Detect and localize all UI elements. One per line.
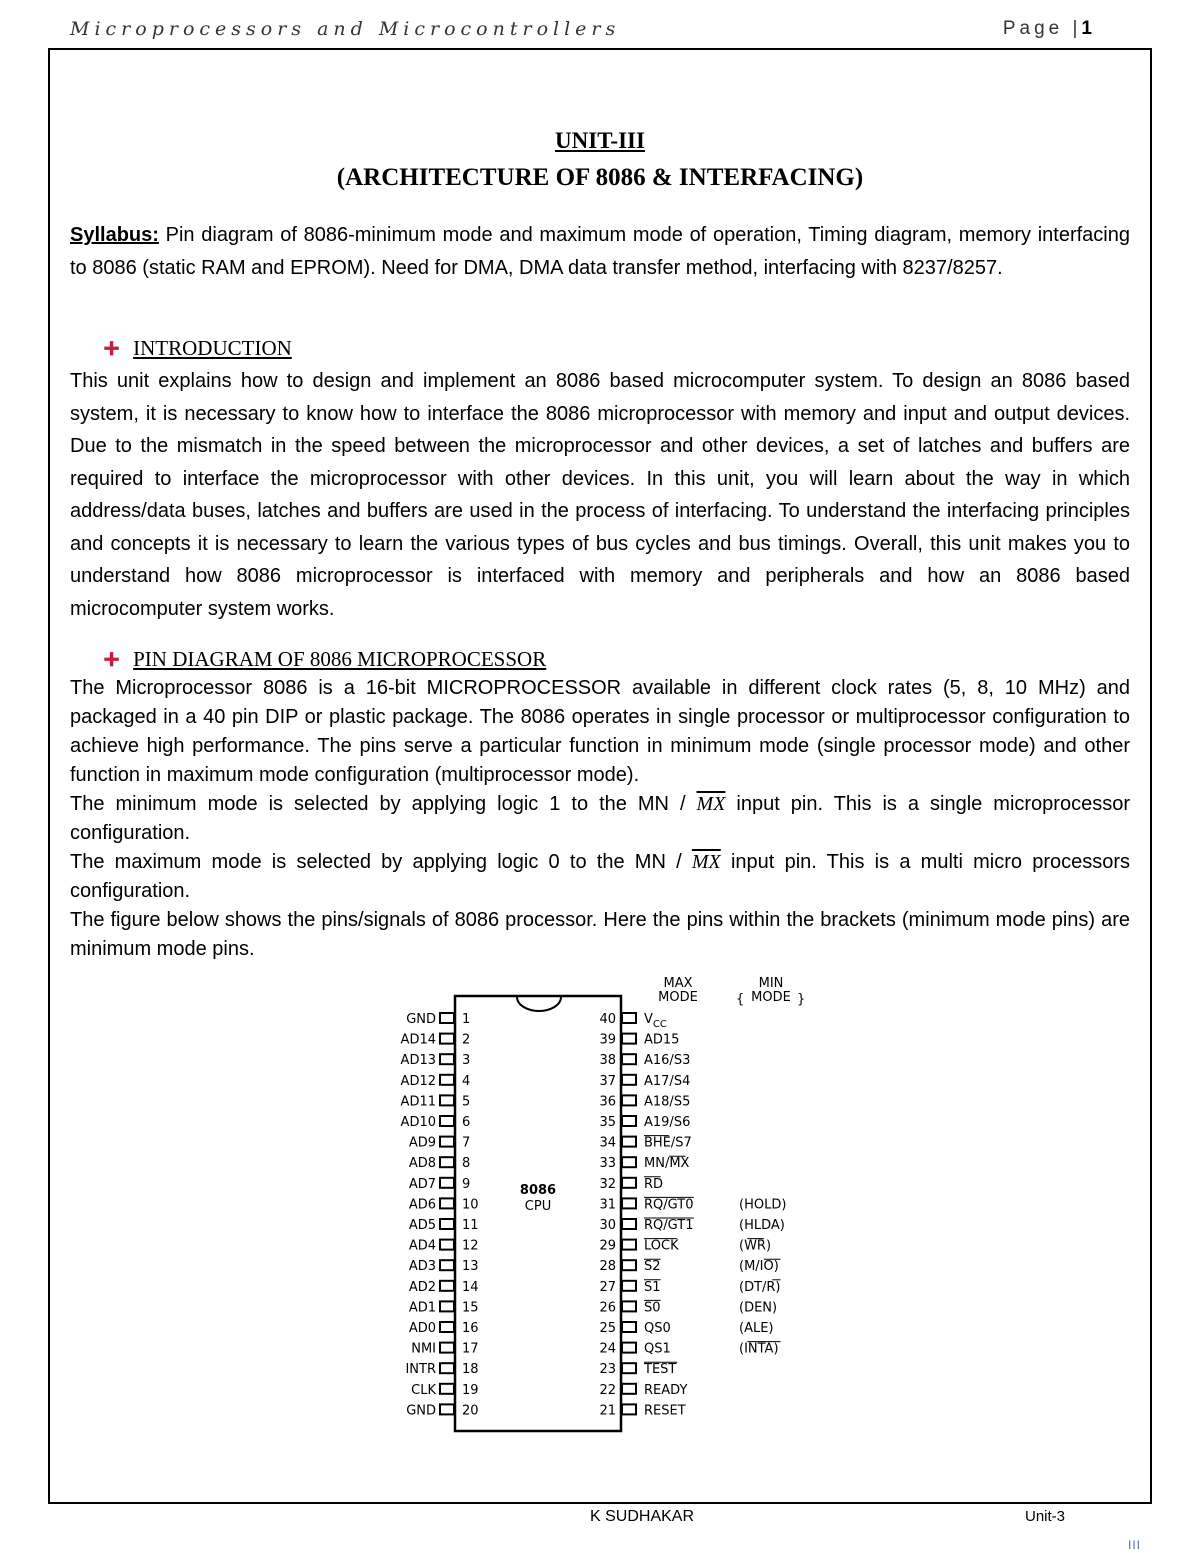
pin-stub	[622, 1219, 636, 1229]
pin-number-right: 35	[599, 1115, 616, 1130]
pin-stub	[440, 1054, 454, 1064]
pin-stub	[440, 1260, 454, 1270]
pin-stub	[622, 1343, 636, 1353]
pin-number-right: 25	[599, 1321, 616, 1336]
pin-stub	[440, 1404, 454, 1414]
pin-stub	[440, 1301, 454, 1311]
pin-stub	[622, 1137, 636, 1147]
pin-name-right: RESET	[644, 1403, 686, 1419]
pin-stub	[622, 1240, 636, 1250]
pin-number-left: 20	[462, 1403, 479, 1419]
pin-name-right: LOCK	[644, 1238, 679, 1254]
pin-number-left: 12	[462, 1238, 479, 1254]
pin-paragraph-1: The Microprocessor 8086 is a 16-bit MICROPROCESSOR available in different clock rates (5, 8, 10 MHz) and packaged in a 40 pin DIP or plastic package. The 8086 operates in single processor or multiprocessor configuration to achieve high performance. The pins serve a particular function in minimum mode (single processor mode) and other function in maximum mode configuration (multiprocessor mode).	[70, 677, 1130, 786]
introduction-paragraph: This unit explains how to design and implement an 8086 based microcomputer system. To design an 8086 based system, it is necessary to know how to interface the 8086 microprocessor with memory and input and output devices. Due to the mismatch in the speed between the microprocessor and other devices, a set of latches and buffers are required to interface the microprocessor with other devices. In this unit, you will learn about the way in which address/data buses, latches and buffers are used in the process of interfacing. To understand the interfacing principles and concepts it is necessary to learn the various types of bus cycles and bus timings. Overall, this unit makes you to understand how 8086 microprocessor is interfaced with memory and peripherals and how an 8086 based microcomputer system works.	[70, 370, 1130, 620]
pin-stub	[440, 1075, 454, 1085]
pin-name-left: AD13	[400, 1053, 436, 1069]
pin-stub	[440, 1116, 454, 1126]
pin-stub	[622, 1013, 636, 1023]
pin-number-right: 23	[599, 1362, 616, 1378]
p3-text-a: The maximum mode is selected by applying logic 0 to the MN /	[70, 851, 692, 873]
pin-number-left: 17	[462, 1341, 479, 1357]
pin-paragraph-3	[70, 848, 1130, 906]
pin-name-left: AD3	[408, 1259, 436, 1275]
pin-name-left: AD10	[400, 1115, 436, 1130]
pin-number-right: 26	[599, 1300, 616, 1316]
pin-name-right: BHE/S7	[644, 1135, 692, 1151]
pin-number-right: 22	[599, 1382, 616, 1398]
pin-stub	[440, 1013, 454, 1023]
pin-name-right: RQ/GT0	[644, 1197, 694, 1213]
pin-stub	[622, 1301, 636, 1311]
pin-number-right: 27	[599, 1279, 616, 1295]
p3-text-b: input pin. This is a multi micro processors configuration.	[70, 851, 1131, 902]
pin-stub	[622, 1281, 636, 1291]
pin-name-right: S0	[644, 1300, 661, 1316]
pin-name-right: $V_{CC}$	[644, 1012, 667, 1030]
min-mode-label-1: MIN	[758, 976, 784, 991]
pin-stub	[440, 1363, 454, 1373]
syllabus-paragraph	[70, 219, 1130, 285]
pin-name-right: S2	[644, 1259, 661, 1275]
pin-paragraph-2	[70, 790, 1130, 848]
pin-number-right: 24	[599, 1341, 616, 1357]
pin-stub	[622, 1178, 636, 1188]
footer-author: K SUDHAKAR	[590, 1508, 695, 1525]
pin-number-left: 1	[462, 1012, 471, 1027]
pin-number-right: 33	[599, 1156, 616, 1172]
pin-name-left: AD1	[408, 1300, 436, 1316]
pin-name-left: AD11	[400, 1094, 436, 1110]
pin-name-right: READY	[644, 1382, 688, 1398]
min-mode-label-2: MODE	[751, 990, 791, 1005]
pin-diagram-8086	[380, 970, 820, 1440]
pin-number-right: 28	[599, 1259, 616, 1275]
pin-stub	[622, 1260, 636, 1270]
p2-text-a: The minimum mode is selected by applying logic 1 to the MN /	[70, 793, 697, 815]
pin-stub	[440, 1219, 454, 1229]
pin-stub	[440, 1137, 454, 1147]
pin-min-mode-name: (INTA)	[739, 1341, 779, 1357]
pin-stub	[622, 1198, 636, 1208]
mx-overline: $\overline{MX}$	[696, 793, 726, 815]
pin-number-right: 39	[599, 1032, 616, 1048]
min-mode-brace-left: {	[736, 992, 745, 1007]
corner-mark: III	[1128, 1538, 1142, 1552]
pin-number-right: 31	[599, 1197, 616, 1213]
pin-stub	[622, 1404, 636, 1414]
pin-name-left: AD6	[408, 1197, 436, 1213]
pin-diagram-heading	[104, 647, 546, 672]
pin-name-left: GND	[406, 1403, 436, 1419]
pin-name-right: A19/S6	[644, 1115, 691, 1130]
pin-number-left: 8	[462, 1156, 471, 1172]
pin-number-left: 2	[462, 1032, 471, 1048]
right-pins	[599, 1012, 786, 1418]
pin-stub	[440, 1384, 454, 1394]
pin-stub	[622, 1095, 636, 1105]
pin-min-mode-name: (DEN)	[739, 1300, 778, 1316]
pin-number-left: 5	[462, 1094, 471, 1110]
pin-diagram-heading-text: PIN DIAGRAM OF 8086 MICROPROCESSOR	[133, 647, 547, 671]
pin-name-left: AD12	[400, 1073, 436, 1089]
pin-name-left: AD5	[408, 1218, 436, 1233]
pin-number-right: 36	[599, 1094, 616, 1110]
pin-number-right: 34	[599, 1135, 616, 1151]
pin-name-left: CLK	[411, 1382, 436, 1398]
pin-stub	[622, 1075, 636, 1085]
max-mode-label-1: MAX	[663, 976, 693, 991]
pin-number-right: 32	[599, 1176, 616, 1192]
pin-stub	[440, 1322, 454, 1332]
pin-number-right: 38	[599, 1053, 616, 1069]
pin-min-mode-name: (DT/R)	[739, 1279, 781, 1295]
pin-name-left: NMI	[411, 1341, 436, 1357]
p2-text-b: input pin. This is a single microprocessor configuration.	[70, 793, 1130, 844]
pin-min-mode-name: (M/IO)	[739, 1259, 779, 1275]
pin-stub	[440, 1281, 454, 1291]
page-number	[1003, 18, 1092, 40]
pin-number-left: 15	[462, 1300, 479, 1316]
pin-stub	[440, 1157, 454, 1167]
pin-name-left: AD14	[400, 1032, 436, 1048]
course-title: Microprocessors and Microcontrollers	[70, 18, 621, 40]
pin-number-left: 19	[462, 1382, 479, 1398]
pin-name-left: AD4	[408, 1238, 436, 1254]
pin-name-left: AD9	[408, 1135, 436, 1151]
pin-name-right: S1	[644, 1279, 661, 1295]
pin-name-left: AD8	[408, 1156, 436, 1172]
pin-number-left: 14	[462, 1279, 479, 1295]
pin-stub	[622, 1116, 636, 1126]
pin-name-left: GND	[406, 1012, 436, 1027]
chip-label-cpu: CPU	[524, 1199, 552, 1214]
pin-number-right: 30	[599, 1218, 616, 1233]
pin-number-right: 37	[599, 1073, 616, 1089]
chip-label-8086: 8086	[519, 1183, 557, 1198]
introduction-heading	[104, 336, 292, 361]
pin-name-right: TEST	[644, 1362, 677, 1378]
pin-stub	[622, 1034, 636, 1044]
syllabus-label: Syllabus:	[70, 224, 159, 246]
pin-name-right: RQ/GT1	[644, 1218, 694, 1233]
pin-stub	[622, 1054, 636, 1064]
pin-min-mode-name: (HOLD)	[739, 1197, 787, 1213]
pin-stub	[622, 1363, 636, 1373]
pin-name-left: INTR	[405, 1362, 436, 1378]
pin-stub	[440, 1240, 454, 1250]
pin-paragraph-4: The figure below shows the pins/signals of 8086 processor. Here the pins within the brackets (minimum mode pins) are minimum mode pins.	[70, 909, 1130, 960]
pin-name-right: A16/S3	[644, 1053, 691, 1069]
pin-stub	[440, 1034, 454, 1044]
pin-name-left: AD2	[408, 1279, 436, 1295]
page-number-value: 1	[1081, 18, 1092, 39]
pin-number-left: 18	[462, 1362, 479, 1378]
pin-number-left: 3	[462, 1053, 471, 1069]
pin-name-right: QS0	[644, 1321, 671, 1336]
pin-name-right: A18/S5	[644, 1094, 691, 1110]
pin-name-left: AD7	[408, 1176, 436, 1192]
pin-stub	[440, 1095, 454, 1105]
pin-diagram-paragraphs	[70, 674, 1130, 964]
unit-title: UNIT-III	[555, 128, 645, 153]
pin-subscript: CC	[652, 1019, 667, 1030]
unit-subtitle: (ARCHITECTURE OF 8086 & INTERFACING)	[336, 164, 864, 191]
pin-min-mode-name: (ALE)	[739, 1321, 774, 1336]
pin-name-right: MN/MX	[644, 1156, 690, 1172]
syllabus-text: Pin diagram of 8086-minimum mode and maximum mode of operation, Timing diagram, memory interfacing to 8086 (static RAM and EPROM). Need for DMA, DMA data transfer method, interfacing with 8237/8257.	[70, 224, 1130, 279]
pin-min-mode-name: (WR)	[739, 1238, 772, 1254]
pin-number-left: 7	[462, 1135, 471, 1151]
page-label: Page |	[1002, 18, 1082, 39]
footer-unit: Unit-3	[1025, 1508, 1066, 1525]
min-mode-brace-right: }	[797, 992, 806, 1007]
max-mode-label-2: MODE	[658, 990, 698, 1005]
pin-min-mode-name: (HLDA)	[739, 1218, 785, 1233]
pin-stub	[622, 1322, 636, 1332]
pin-number-right: 21	[599, 1403, 616, 1419]
bullet-arrow-icon: ➕︎	[104, 338, 120, 360]
mx-overline: $\overline{MX}$	[691, 851, 721, 873]
pin-number-left: 11	[462, 1218, 479, 1233]
pin-name-right: RD	[644, 1176, 664, 1192]
introduction-heading-text: INTRODUCTION	[133, 336, 292, 360]
bullet-arrow-icon: ➕︎	[104, 649, 120, 671]
pin-number-left: 10	[462, 1197, 479, 1213]
pin-stub	[440, 1343, 454, 1353]
pin-name-left: AD0	[408, 1321, 436, 1336]
pin-number-right: 40	[599, 1012, 616, 1027]
pin-name-right: AD15	[644, 1032, 680, 1048]
pin-number-left: 4	[462, 1073, 471, 1089]
pin-name-right: QS1	[644, 1341, 671, 1357]
pin-number-right: 29	[599, 1238, 616, 1254]
pin-stub	[622, 1384, 636, 1394]
pin-name-right: A17/S4	[644, 1073, 691, 1089]
pin-stub	[440, 1178, 454, 1188]
pin-number-left: 16	[462, 1321, 479, 1336]
pin-number-left: 6	[462, 1115, 471, 1130]
pin-number-left: 9	[462, 1176, 471, 1192]
pin-stub	[622, 1157, 636, 1167]
pin-stub	[440, 1198, 454, 1208]
pin-number-left: 13	[462, 1259, 479, 1275]
